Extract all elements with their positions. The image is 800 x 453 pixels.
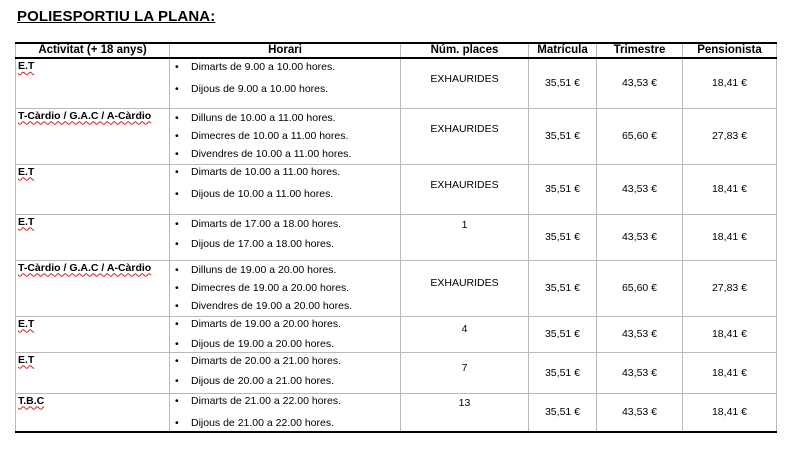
- horari-list: [170, 218, 400, 251]
- places-cell: 4: [401, 316, 529, 352]
- activitat-label: E.T: [18, 165, 35, 178]
- horari-cell: [170, 164, 401, 214]
- horari-list: [170, 166, 400, 201]
- horari-item: • Divendres de 10.00 a 11.00 hores.: [170, 148, 400, 161]
- trimestre-cell: 65,60 €: [597, 108, 683, 164]
- trimestre-cell: 43,53 €: [597, 316, 683, 352]
- horari-item: • Dijous de 9.00 a 10.00 hores.: [170, 83, 400, 96]
- header-pensionista: Pensionista: [683, 43, 777, 58]
- activitat-cell: [16, 58, 170, 108]
- places-cell: EXHAURIDES: [401, 164, 529, 214]
- pensionista-cell: 18,41 €: [683, 352, 777, 393]
- horari-item: • Dilluns de 19.00 a 20.00 hores.: [170, 264, 400, 277]
- pensionista-cell: 27,83 €: [683, 260, 777, 316]
- table-row: [16, 316, 777, 352]
- pensionista-cell: 18,41 €: [683, 393, 777, 432]
- horari-list: [170, 112, 400, 161]
- matricula-cell: 35,51 €: [529, 393, 597, 432]
- activitat-cell: [16, 393, 170, 432]
- horari-cell: [170, 214, 401, 260]
- horari-item: • Dimarts de 9.00 a 10.00 hores.: [170, 61, 400, 74]
- pensionista-cell: 18,41 €: [683, 316, 777, 352]
- places-cell: EXHAURIDES: [401, 260, 529, 316]
- horari-item: • Dimarts de 19.00 a 20.00 hores.: [170, 318, 400, 331]
- horari-cell: [170, 108, 401, 164]
- header-horari: Horari: [170, 43, 401, 58]
- horari-item: • Dijous de 10.00 a 11.00 hores.: [170, 188, 400, 201]
- horari-item: • Dimarts de 20.00 a 21.00 hores.: [170, 355, 400, 368]
- pensionista-cell: 18,41 €: [683, 58, 777, 108]
- header-activitat: Activitat (+ 18 anys): [16, 43, 170, 58]
- matricula-cell: 35,51 €: [529, 316, 597, 352]
- matricula-cell: 35,51 €: [529, 214, 597, 260]
- horari-item: • Dijous de 17.00 a 18.00 hores.: [170, 238, 400, 251]
- schedule-table: [15, 42, 777, 433]
- matricula-cell: 35,51 €: [529, 352, 597, 393]
- matricula-cell: 35,51 €: [529, 58, 597, 108]
- table-row: [16, 164, 777, 214]
- pensionista-cell: 27,83 €: [683, 108, 777, 164]
- trimestre-cell: 43,53 €: [597, 164, 683, 214]
- activitat-label: T-Càrdio / G.A.C / A-Càrdio: [18, 261, 152, 274]
- trimestre-cell: 43,53 €: [597, 352, 683, 393]
- horari-cell: [170, 393, 401, 432]
- horari-cell: [170, 316, 401, 352]
- horari-item: • Dilluns de 10.00 a 11.00 hores.: [170, 112, 400, 125]
- horari-item: • Dijous de 20.00 a 21.00 hores.: [170, 375, 400, 388]
- table-row: [16, 108, 777, 164]
- table-row: [16, 260, 777, 316]
- horari-item: • Dimarts de 21.00 a 22.00 hores.: [170, 395, 400, 408]
- activitat-cell: [16, 316, 170, 352]
- trimestre-cell: 43,53 €: [597, 214, 683, 260]
- table-header-row: [16, 43, 777, 58]
- activitat-label: E.T: [18, 60, 35, 72]
- activitat-cell: [16, 214, 170, 260]
- activitat-label: E.T: [18, 353, 35, 366]
- trimestre-cell: 65,60 €: [597, 260, 683, 316]
- horari-list: [170, 355, 400, 388]
- horari-item: • Divendres de 19.00 a 20.00 hores.: [170, 300, 400, 313]
- header-matricula: Matrícula: [529, 43, 597, 58]
- matricula-cell: 35,51 €: [529, 260, 597, 316]
- table-row: [16, 393, 777, 432]
- horari-item: • Dijous de 19.00 a 20.00 hores.: [170, 338, 400, 351]
- horari-list: [170, 395, 400, 430]
- table-row: [16, 214, 777, 260]
- activitat-cell: [16, 260, 170, 316]
- header-places: Núm. places: [401, 43, 529, 58]
- activitat-label: E.T: [18, 317, 35, 330]
- matricula-cell: 35,51 €: [529, 108, 597, 164]
- table-row: [16, 352, 777, 393]
- activitat-cell: [16, 108, 170, 164]
- horari-item: • Dimarts de 17.00 a 18.00 hores.: [170, 218, 400, 231]
- horari-item: • Dimarts de 10.00 a 11.00 hores.: [170, 166, 400, 179]
- places-cell: 13: [401, 393, 529, 432]
- matricula-cell: 35,51 €: [529, 164, 597, 214]
- activitat-label: T-Càrdio / G.A.C / A-Càrdio: [18, 109, 152, 122]
- horari-cell: [170, 352, 401, 393]
- horari-list: [170, 318, 400, 351]
- table-row: [16, 58, 777, 108]
- places-cell: EXHAURIDES: [401, 108, 529, 164]
- horari-item: • Dimecres de 19.00 a 20.00 hores.: [170, 282, 400, 295]
- horari-list: [170, 264, 400, 313]
- horari-item: • Dimecres de 10.00 a 11.00 hores.: [170, 130, 400, 143]
- activitat-label: T.B.C: [18, 394, 45, 407]
- horari-item: • Dijous de 21.00 a 22.00 hores.: [170, 417, 400, 430]
- places-cell: 1: [401, 214, 529, 260]
- places-cell: EXHAURIDES: [401, 58, 529, 108]
- header-trimestre: Trimestre: [597, 43, 683, 58]
- activitat-cell: [16, 352, 170, 393]
- trimestre-cell: 43,53 €: [597, 393, 683, 432]
- places-cell: 7: [401, 352, 529, 393]
- page-title: POLIESPORTIU LA PLANA:: [17, 8, 216, 25]
- activitat-cell: [16, 164, 170, 214]
- activitat-label: E.T: [18, 215, 35, 228]
- horari-cell: [170, 260, 401, 316]
- trimestre-cell: 43,53 €: [597, 58, 683, 108]
- pensionista-cell: 18,41 €: [683, 164, 777, 214]
- horari-cell: [170, 58, 401, 108]
- pensionista-cell: 18,41 €: [683, 214, 777, 260]
- horari-list: [170, 61, 400, 96]
